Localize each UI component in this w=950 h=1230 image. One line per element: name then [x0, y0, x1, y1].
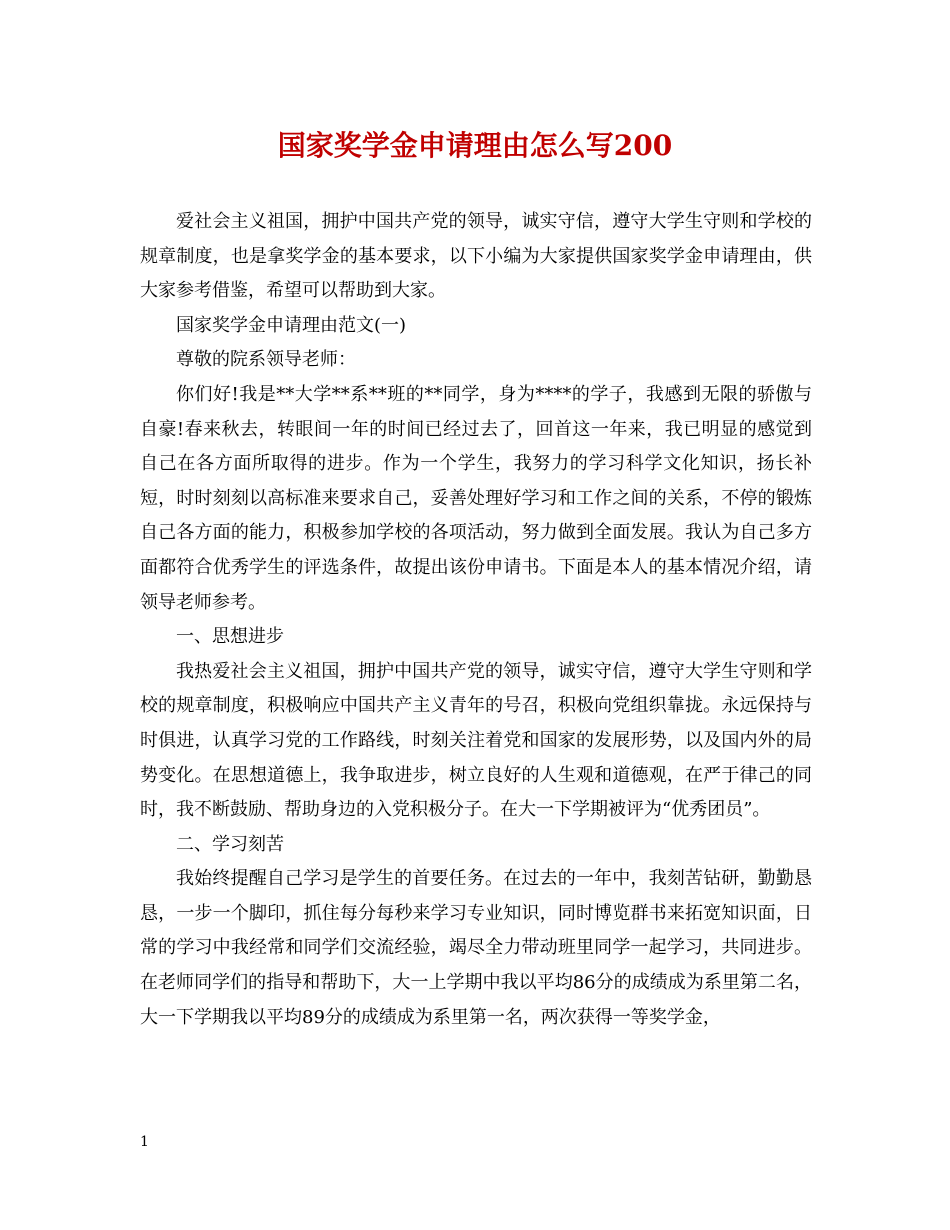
body-paragraph-greeting: 你们好!我是**大学**系**班的**同学，身为****的学子，我感到无限的骄傲与自豪!春来秋去，转眼间一年的时间已经过去了，回首这一年来，我已明显的感觉到自己在各方面所取得的进步。作为一个学生，我努力的学习科学文化知识，扬长补短，时时刻刻以高标准来要求自己，妥善处理好学习和工作之间的关系，不停的锻炼自己各方面的能力，积极参加学校的各项活动，努力做到全面发展。我认为自己多方面都符合优秀学生的评选条件，故提出该份申请书。下面是本人的基本情况介绍，请领导老师参考。 [140, 383, 812, 613]
document-body [140, 205, 812, 1035]
section-heading-study: 二、学习刻苦 [176, 833, 284, 855]
page-number: 1 [140, 1134, 149, 1150]
intro-paragraph: 爱社会主义祖国，拥护中国共产党的领导，诚实守信，遵守大学生守则和学校的规章制度，也是拿奖学金的基本要求，以下小编为大家提供国家奖学金申请理由，供大家参考借鉴，希望可以帮助到大家。 [140, 211, 812, 302]
page-title: 国家奖学金申请理由怎么写200 [277, 129, 673, 162]
section-heading-ideology: 一、思想进步 [176, 626, 284, 648]
body-paragraph-study: 我始终提醒自己学习是学生的首要任务。在过去的一年中，我刻苦钻研，勤勤恳恳，一步一个脚印，抓住每分每秒来学习专业知识，同时博览群书来拓宽知识面，日常的学习中我经常和同学们交流经验，竭尽全力带动班里同学一起学习，共同进步。在老师同学们的指导和帮助下，大一上学期中我以平均86分的成绩成为系里第二名，大一下学期我以平均89分的成绩成为系里第一名，两次获得一等奖学金， [140, 868, 812, 1028]
section-heading-sample-one: 国家奖学金申请理由范文(一) [176, 314, 407, 336]
salutation: 尊敬的院系领导老师： [176, 349, 356, 371]
body-paragraph-ideology: 我热爱社会主义祖国，拥护中国共产党的领导，诚实守信，遵守大学生守则和学校的规章制度，积极响应中国共产主义青年的号召，积极向党组织靠拢。永远保持与时俱进，认真学习党的工作路线，时刻关注着党和国家的发展形势，以及国内外的局势变化。在思想道德上，我争取进步，树立良好的人生观和道德观，在严于律己的同时，我不断鼓励、帮助身边的入党积极分子。在大一下学期被评为“优秀团员”。 [140, 660, 812, 821]
